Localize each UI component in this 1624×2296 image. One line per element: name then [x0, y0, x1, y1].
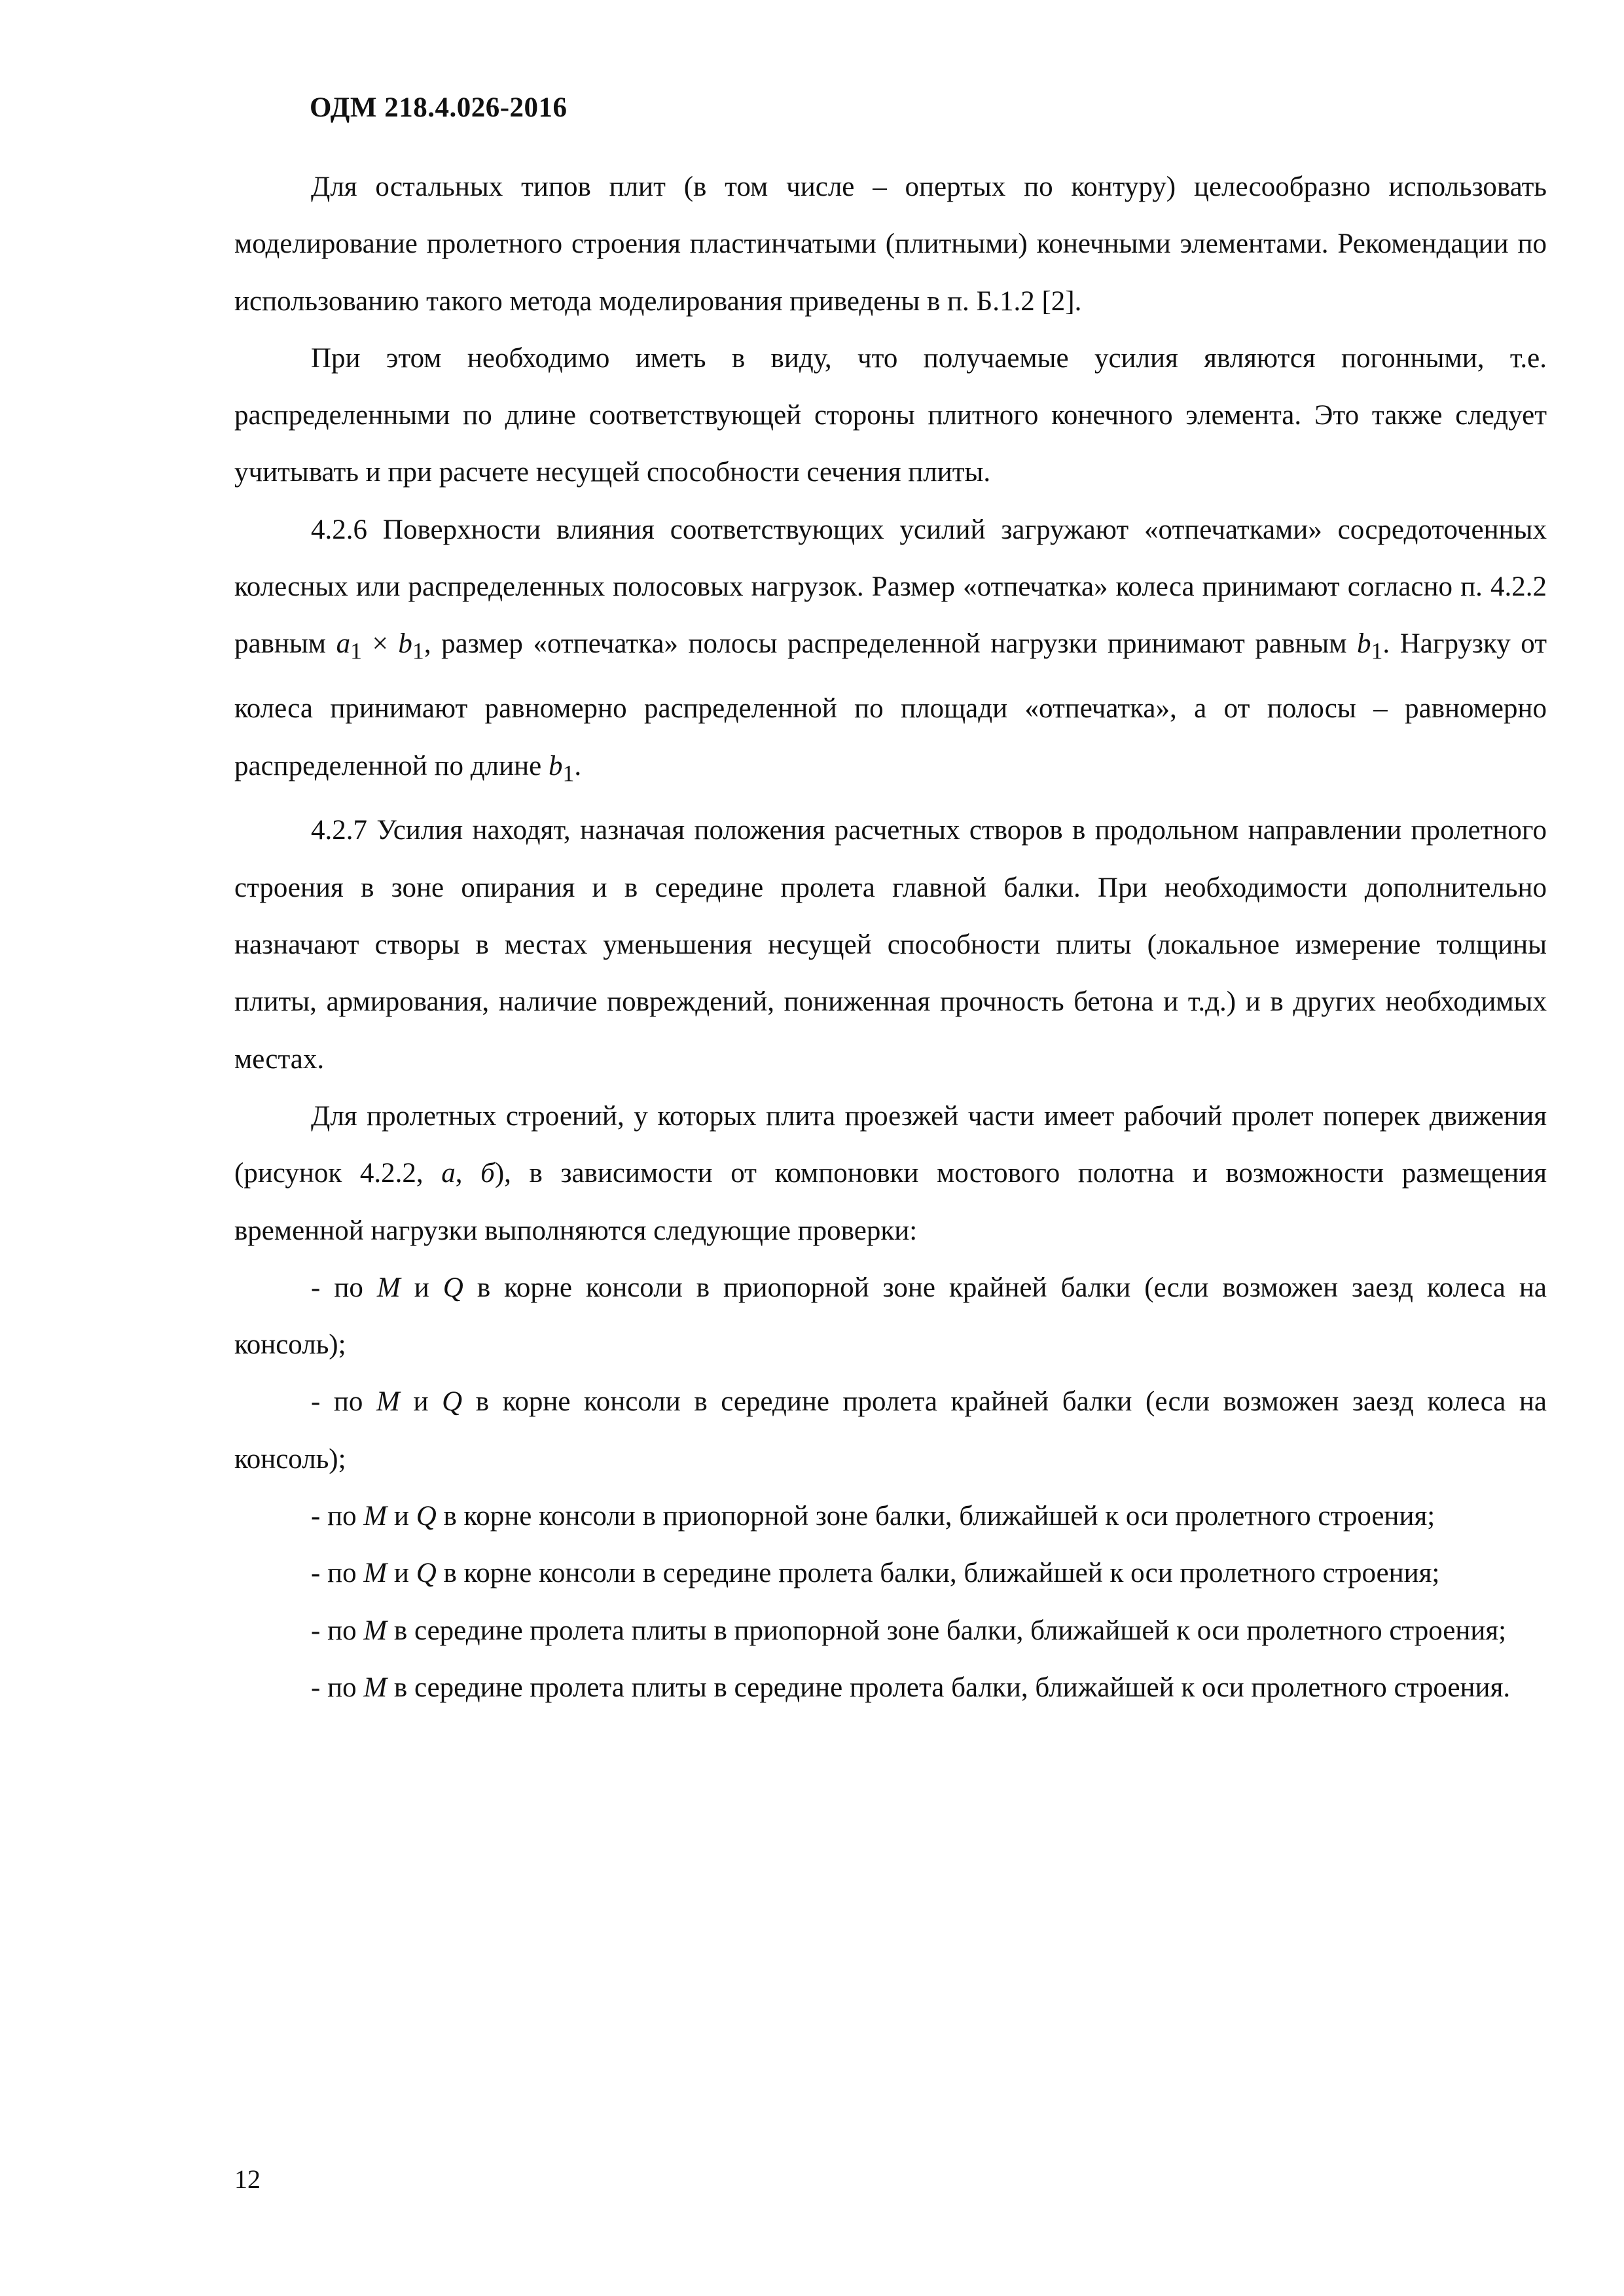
text-fragment: и [399, 1386, 442, 1418]
variable-b: b [1356, 628, 1371, 660]
text-fragment: . Нагрузку от колеса принимают равномерно распределенной по площади «отпечатка», а от полосы – равномерно распределенной по длине [234, 628, 1547, 781]
variable-q: Q [442, 1386, 463, 1418]
variable-b: b [548, 750, 563, 781]
list-dash: - по [311, 1672, 364, 1703]
subscript: 1 [412, 637, 424, 664]
paragraph-forces-note: При этом необходимо иметь в виду, что получаемые усилия являются погонными, т.е. распределенными по длине соответствующей стороны плитного конечного элемента. Это также следует учитывать и при расчете несущей способности сечения плиты. [234, 342, 1547, 488]
check-item [234, 1373, 1547, 1488]
figure-ref-b: б [480, 1158, 495, 1189]
variable-m: M [363, 1558, 388, 1589]
variable-m: M [363, 1501, 388, 1532]
text-fragment: , [455, 1158, 481, 1189]
text-fragment: в корне консоли в приопорной зоне крайней балки (если возможен заезд колеса на консоль); [234, 1272, 1547, 1361]
times-sign: × [362, 628, 399, 660]
text-fragment: в корне консоли в середине пролета крайней балки (если возможен заезд колеса на консоль); [234, 1386, 1547, 1475]
check-item [234, 1602, 1547, 1659]
variable-q: Q [416, 1501, 437, 1532]
list-dash: - по [311, 1501, 364, 1532]
check-item [234, 1545, 1547, 1602]
list-dash: - по [311, 1386, 377, 1418]
paragraph-4-2-6 [234, 501, 1547, 802]
text-fragment: и [387, 1558, 416, 1589]
variable-m: M [376, 1272, 401, 1303]
text-fragment: 4.2.6 Поверхности влияния соответствующих усилий загружают «отпечатками» сосредоточенных колесных или распределенных полосовых нагрузок. Размер «отпечатка» колеса принимают согласно п. 4.2.2 равным [234, 514, 1547, 660]
variable-a: a [336, 628, 351, 660]
subscript: 1 [1371, 637, 1383, 664]
text-fragment: в корне консоли в середине пролета балки, ближайшей к оси пролетного строения; [436, 1558, 1440, 1589]
variable-b: b [398, 628, 412, 660]
variable-m: M [363, 1672, 388, 1703]
list-dash: - по [311, 1558, 364, 1589]
variable-m: M [363, 1615, 388, 1646]
subscript: 1 [350, 637, 362, 664]
variable-m: M [376, 1386, 400, 1418]
paragraph-modeling: Для остальных типов плит (в том числе – опертых по контуру) целесообразно использовать моделирование пролетного строения пластинчатыми (плитными) конечными элементами. Рекомендации по использованию такого метода моделирования приведены в п. Б.1.2 [2]. [234, 171, 1547, 317]
page-number: 12 [234, 2164, 261, 2194]
text-fragment: в середине пролета плиты в приопорной зоне балки, ближайшей к оси пролетного строения; [387, 1615, 1507, 1646]
text-fragment: . [574, 750, 582, 781]
list-dash: - по [311, 1272, 377, 1303]
variable-q: Q [442, 1272, 463, 1303]
check-item [234, 1488, 1547, 1545]
text-fragment: и [387, 1501, 416, 1532]
paragraph-checks-intro [234, 1088, 1547, 1259]
text-fragment: и [400, 1272, 443, 1303]
variable-q: Q [416, 1558, 437, 1589]
body-text [234, 158, 1547, 1716]
list-dash: - по [311, 1615, 364, 1646]
text-fragment: ), в зависимости от компоновки мостового полотна и возможности размещения временной нагрузки выполняются следующие проверки: [234, 1158, 1547, 1246]
text-fragment: Для пролетных строений, у которых плита проезжей части имеет рабочий пролет поперек движения (рисунок 4.2.2, [234, 1100, 1547, 1189]
check-item [234, 1259, 1547, 1374]
subscript: 1 [562, 760, 575, 787]
document-code-header: ОДМ 218.4.026-2016 [310, 92, 568, 123]
paragraph-4-2-7: 4.2.7 Усилия находят, назначая положения расчетных створов в продольном направлении пролетного строения в зоне опирания и в середине пролета главной балки. При необходимости дополнительно назначают створы в местах уменьшения несущей способности плиты (локальное измерение толщины плиты, армирования, наличие повреждений, пониженная прочность бетона и т.д.) и в других необходимых местах. [234, 815, 1547, 1075]
text-fragment: в корне консоли в приопорной зоне балки, ближайшей к оси пролетного строения; [436, 1501, 1435, 1532]
check-item [234, 1659, 1547, 1716]
figure-ref-a: а [441, 1158, 456, 1189]
text-fragment: , размер «отпечатка» полосы распределенной нагрузки принимают равным [424, 628, 1357, 660]
text-fragment: в середине пролета плиты в середине пролета балки, ближайшей к оси пролетного строения. [387, 1672, 1511, 1703]
